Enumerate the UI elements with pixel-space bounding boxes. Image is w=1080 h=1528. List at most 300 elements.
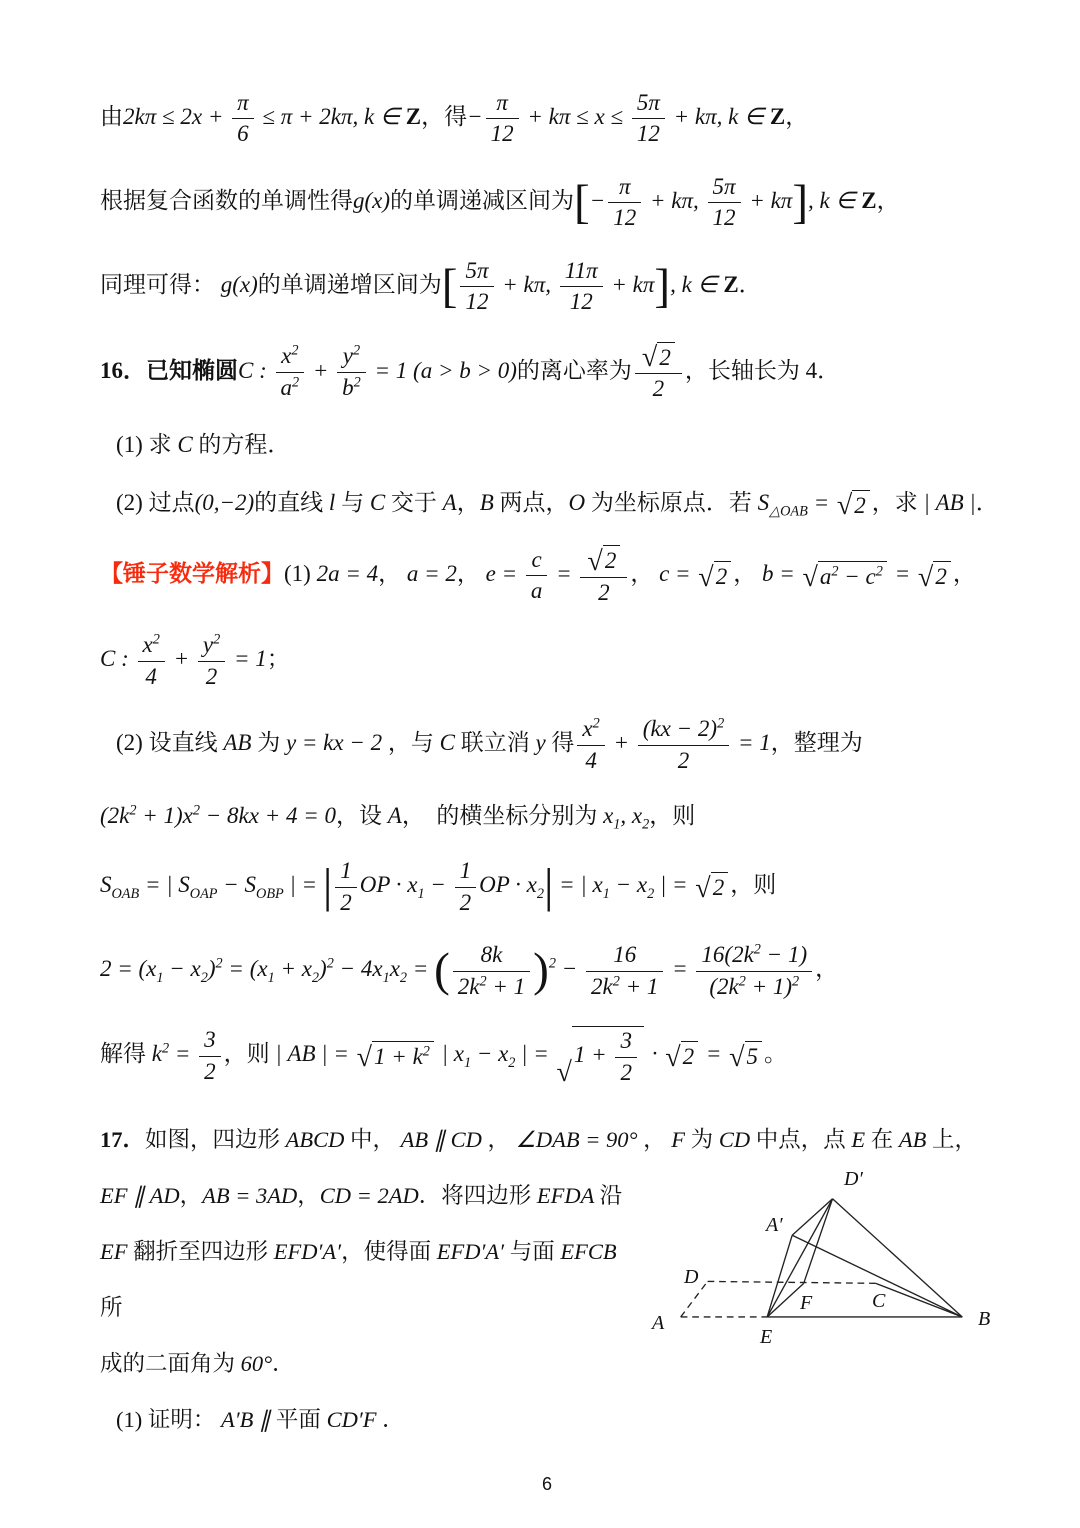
math-token: x [142,632,153,658]
math-token: 2 [353,373,361,390]
math-token [560,287,603,315]
math-token: ] [654,260,671,313]
math-token: 平面 [275,1406,321,1432]
math-token: √ [729,1041,745,1073]
math-token: = | x [553,872,603,898]
math-token: 。 [764,1041,788,1067]
math-token: ， [456,561,486,587]
math-token [232,90,254,119]
math-token: − 4x [333,956,383,982]
math-token: 2 [152,631,160,648]
math-token [608,174,641,203]
math-token [818,561,887,591]
math-token: ，整理为 [770,730,863,756]
math-token [852,490,870,520]
math-token: 16．已知椭圆 [100,357,238,383]
math-token: ． [975,489,999,515]
math-token: √ [665,1041,681,1073]
math-token: AB = 3AD [202,1182,298,1208]
math-token: 在 [870,1126,894,1152]
math-token: C [433,730,461,756]
question-16-part1 [100,429,994,461]
math-token: 2 [326,955,334,972]
math-token [729,1041,762,1071]
math-token: ，则 [730,872,777,898]
math-token: y = kx − 2 [280,730,388,756]
math-token: = [700,1041,728,1067]
math-token: = 1 (a > b > 0) [368,357,517,383]
math-token: 16 [613,942,637,968]
math-token: OBP [256,886,284,903]
math-token: − [555,956,584,982]
math-token: √ [356,1041,373,1073]
math-token: + kπ, [496,271,557,297]
math-token: [ [441,260,458,313]
math-token [642,342,675,372]
math-token [714,561,732,591]
math-token [696,942,812,971]
math-token: [ [574,176,590,229]
math-token: a [819,564,832,590]
math-token [698,561,731,591]
math-token: 的单调递减区间为 [390,188,575,214]
math-token [199,1057,221,1085]
math-token: 1 [602,886,610,903]
math-token: 2 [642,816,650,833]
math-token [681,1041,699,1071]
math-token [635,374,682,402]
math-token: | AB | = [269,1041,355,1067]
math-token [138,632,165,690]
math-token [708,174,741,232]
math-token: 2 [340,889,352,915]
math-token [615,1028,637,1057]
math-token: − x [163,956,201,982]
math-token [695,872,728,902]
math-token: 2 [129,802,137,819]
math-token: 2 [677,747,690,773]
math-token: OAP [189,886,218,903]
solution-16-ellipse-equation [100,632,994,690]
math-token: ABCD [280,1126,351,1152]
math-token: ，使得面 [341,1238,432,1264]
math-token: 1 [613,816,621,833]
math-token: k [146,1041,162,1067]
math-token: 1 [156,970,164,987]
math-token: 2 [215,955,223,972]
math-token: 2 [548,955,556,972]
math-token: ， [785,104,809,130]
math-token [560,258,603,316]
math-token: A [436,489,457,515]
math-token: 2kπ ≤ 2x + [123,104,230,130]
math-token: ，求 [871,489,918,515]
math-token [198,632,225,661]
math-token: + 1 [619,973,659,999]
math-token: = [550,561,578,587]
math-token: 上， [931,1126,977,1152]
math-token: ， [952,561,976,587]
math-token: 为 [690,1126,714,1152]
math-token [372,1041,434,1071]
math-token: c [531,546,542,572]
page-number: 6 [541,1473,552,1494]
math-token [337,343,366,401]
math-token [586,942,663,971]
math-token [199,1027,221,1085]
math-line-inequality [100,90,994,148]
math-token: 17． [100,1126,146,1152]
math-token: 5π [465,257,489,283]
math-token [526,576,548,604]
math-token: 12 [569,289,593,315]
math-token: 翻折至四边形 [133,1238,269,1264]
math-token: 2 [612,972,620,989]
question-17 [100,1112,994,1448]
math-token: 2k [591,973,613,999]
math-token: EF ∥ AD [100,1182,180,1208]
math-token [587,545,620,575]
math-token: (1) [284,561,317,587]
math-token [455,858,477,916]
math-token: F [665,1126,691,1152]
math-token: ∠DAB = 90° [510,1126,644,1152]
question-17-body [100,1168,994,1448]
math-token: , k ∈ [670,271,724,297]
math-token: b = [761,561,801,587]
math-token: √ [836,490,853,522]
math-token: 12 [636,121,660,147]
math-token [232,90,254,148]
math-token: △OAB [769,503,808,520]
math-token [665,1041,698,1071]
math-token: AB [217,730,258,756]
solution-16-area-equation [100,858,994,916]
solution-16-step1 [100,545,994,606]
math-token [577,716,604,745]
math-token: x [389,956,400,982]
math-token: = [169,1041,197,1067]
math-token: 2 [204,1058,216,1084]
math-token: | = [515,1041,555,1067]
figure-label-A: A [652,1311,665,1334]
math-token: EF [100,1238,134,1264]
math-token: | [543,860,554,913]
math-token: √ [917,561,934,593]
math-token: 根据复合函数的单调性得 [100,188,353,214]
math-token: ， [487,1126,511,1152]
figure-label-D′: D′ [844,1167,863,1190]
question-16-part2 [100,487,999,522]
math-token: 2 [422,1043,430,1060]
math-token [580,578,627,606]
math-token: 3 [204,1027,216,1053]
math-token: 5π [636,90,660,115]
math-token [337,343,366,372]
math-token: OP · x [359,872,418,898]
math-token: (2k [100,803,130,829]
math-token: ．将四边形 [418,1182,532,1208]
math-token: 2 [753,941,761,958]
math-token: 8k [480,942,503,968]
math-token: ； [266,646,290,672]
math-token [615,1058,637,1086]
math-token: + kπ [743,188,793,214]
math-token: ，与 [387,730,434,756]
math-token: ，则 [649,803,696,829]
math-token: √ [587,545,603,577]
math-token: = [666,956,694,982]
math-token [696,942,812,1000]
math-token: · [645,1041,664,1067]
math-token: − c [838,564,876,590]
math-token [711,872,729,902]
math-token [138,662,165,690]
math-token: ， [297,1182,320,1208]
solution-16-step2 [100,716,994,774]
geometry-figure-svg [648,1168,994,1346]
math-token: 12 [712,205,736,231]
math-token: C : [238,357,273,383]
math-token: 所 [100,1294,123,1320]
math-token: 2a = 4 [316,561,379,587]
math-token: = 1 [228,646,267,672]
math-token: 5π [712,173,736,199]
math-token: + kπ, [644,188,705,214]
math-token: 2 [792,972,800,989]
math-token: 由 [100,104,123,130]
question-17-text-column [100,1168,648,1448]
math-token: | = [283,872,323,898]
math-token: | x [435,1041,464,1067]
math-token: − S [217,872,257,898]
math-token: 成的二面角为 [100,1350,236,1376]
math-token: √ [802,561,818,593]
math-token [460,258,493,316]
math-token: 2 [479,972,487,989]
math-token [526,547,548,576]
math-token: − [589,188,606,214]
hidden-edges [681,1281,876,1317]
math-token: 2 [831,563,839,580]
math-token: 1 [463,1054,472,1071]
math-token: 与 [341,489,365,515]
math-token: A [382,803,402,829]
math-token: + [307,357,335,383]
math-token [357,1041,434,1071]
math-token: y [342,343,354,369]
math-token: b [342,374,354,400]
math-token [708,203,741,231]
math-token: ． [738,271,762,297]
math-token [486,90,519,148]
figure-label-E: E [760,1325,773,1348]
math-token: a = 2 [406,561,457,587]
figure-label-C: C [872,1289,886,1312]
math-token [460,287,493,315]
math-token: 得 [551,730,575,756]
math-token: CD = 2AD [319,1182,419,1208]
math-token: C [171,431,199,457]
math-token: ，长轴长为 4． [684,357,841,383]
math-token [526,547,548,605]
question-17-stem-line2 [100,1168,634,1224]
solution-16-quadratic [100,800,994,832]
math-token [608,203,641,231]
math-token: ( [434,944,450,997]
math-token: AB [893,1126,932,1152]
math-token: ] [792,176,809,229]
math-line-decreasing-interval [100,174,994,232]
math-token: B [479,489,500,515]
math-token: Z [769,104,786,130]
math-token [615,1028,637,1086]
math-token: l [323,489,342,515]
math-token: √ [695,873,711,904]
math-token: 为坐标原点．若 [590,489,752,515]
math-line-increasing-interval [100,258,994,316]
math-token [276,373,305,401]
math-token: π [496,90,508,115]
math-token: (2) 过点 [116,489,195,515]
math-token: + 1) [745,973,793,999]
math-token [199,1027,221,1056]
math-token: ． [272,1350,295,1376]
math-token: √ [698,561,714,593]
math-token: a [530,578,543,604]
visible-edges [767,1199,962,1317]
math-token: g(x) [215,271,258,297]
math-token: 12 [465,289,489,315]
math-token: A′B ∥ [215,1406,276,1432]
math-token: ， [815,956,839,982]
math-token: 2 [292,373,300,390]
math-token: ，设 [336,803,382,829]
math-token [708,174,741,203]
math-token: EFD′A′ [268,1238,342,1264]
math-token: c = [659,561,697,587]
math-token: ≤ π + 2kπ, k ∈ [256,104,406,130]
math-token: 2 [536,886,544,903]
math-token [453,942,530,1000]
math-token: 12 [490,121,514,147]
math-token [577,746,604,774]
math-token: 沿 [599,1182,623,1208]
math-token: (0,−2) [194,489,255,515]
math-token: 2 [712,875,725,901]
math-token: 1 [459,858,472,884]
math-token: 2 [659,344,671,370]
math-token: 2 [291,342,299,359]
math-token: = [407,956,435,982]
math-token: 【锤子数学解析】 [100,561,284,587]
math-token: 2 [508,1054,516,1071]
math-token: ， [630,561,660,587]
math-token: π [237,90,249,115]
math-token: ， [378,561,407,587]
figure-label-D: D [684,1265,699,1288]
figure-label-F: F [800,1291,813,1314]
math-token: − x [471,1041,509,1067]
math-token: + 1)x [136,803,193,829]
math-token: ， [733,561,762,587]
math-token: 如图，四边形 [145,1126,281,1152]
edge-D-C [708,1281,876,1283]
math-token: (2k [709,973,739,999]
math-token: 2 [682,1044,695,1070]
math-token: 4 [145,663,157,689]
math-token: 交于 [390,489,437,515]
math-token: + [167,646,195,672]
math-token: π [619,173,631,199]
math-token: 两点， [499,489,569,515]
math-token: 解得 [100,1041,146,1067]
question-16-stem [100,342,994,403]
math-token: AB ∥ CD [395,1126,488,1152]
math-token: √ [641,342,658,374]
math-token: 2 [875,563,883,580]
math-token: 中， [350,1126,396,1152]
math-token: 的直线 [254,489,324,515]
math-token: 1 [417,886,425,903]
math-token: y [202,632,214,658]
math-token: = 1 [732,730,771,756]
math-token [696,972,812,1000]
math-token: CD′F [320,1406,383,1432]
math-token: ， [643,1126,666,1152]
math-token: (kx − 2) [642,716,718,742]
question-17-stem-line3 [100,1224,634,1336]
math-token: , k ∈ [808,188,862,214]
math-token: + kπ [605,271,655,297]
math-token: − [467,104,483,130]
math-token [335,858,357,887]
math-token [455,858,477,887]
figure-label-A′: A′ [766,1213,783,1236]
math-token: 2 [717,715,725,732]
geometry-figure [648,1168,994,1346]
math-token: 与面 [509,1238,555,1264]
math-token [572,1026,644,1086]
math-token: g(x) [353,188,391,214]
math-token: (1) 求 [116,431,172,457]
math-token: Z [861,188,877,214]
math-token [138,632,165,661]
math-token [837,490,870,520]
math-token [657,342,675,372]
math-token: − 1) [760,942,808,968]
math-token: 60° [235,1350,273,1376]
math-token: CD [713,1126,756,1152]
math-token: 1 [382,970,390,987]
math-token: EFD′A′ [431,1238,510,1264]
math-token: 4 [585,747,597,773]
math-token: E [845,1126,871,1152]
math-token [453,942,530,971]
math-token: = [888,561,916,587]
math-token: C [364,489,391,515]
math-token [632,90,665,119]
math-token: | [322,860,333,913]
math-token: 2 [854,492,866,518]
math-token: S [751,489,770,515]
math-token: Z [405,104,422,130]
math-token [455,888,477,916]
math-token: 12 [613,205,637,231]
edge-C-B [876,1283,962,1317]
math-token: 2k [457,973,480,999]
math-token: e = [485,561,523,587]
